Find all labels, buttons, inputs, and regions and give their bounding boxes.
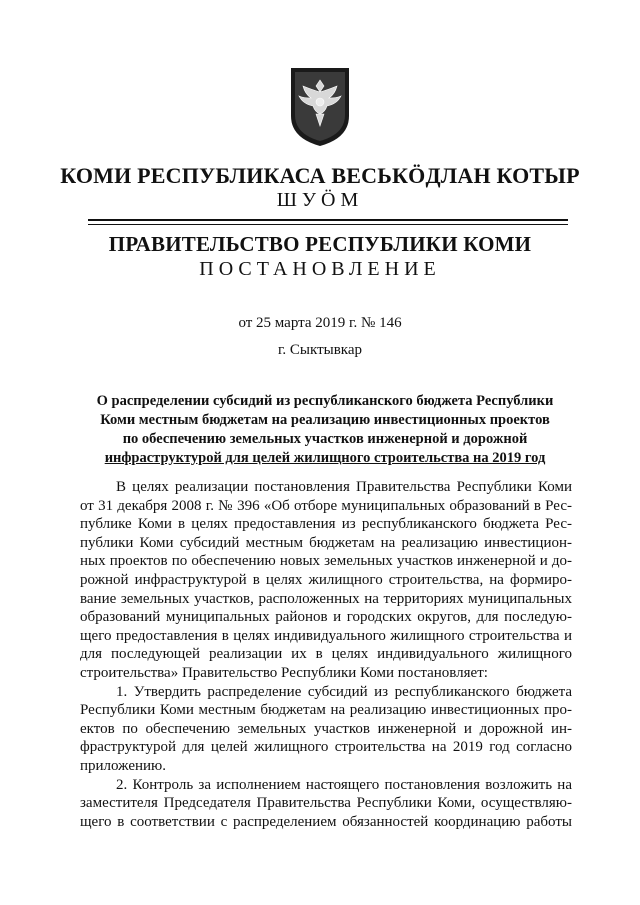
body-line: ных проектов по обеспечению новых земельных участков инженерной и до- (80, 553, 572, 570)
document-date-number: от 25 марта 2019 г. № 146 (238, 315, 402, 331)
body-line: Республики Коми местным бюджетам на реализацию инвестиционных про- (80, 702, 572, 719)
body-line: щего в соответствии с распределением обязанностей координацию работы (80, 813, 572, 830)
coat-of-arms-emblem (289, 66, 351, 148)
russian-government-title: ПРАВИТЕЛЬСТВО РЕСПУБЛИКИ КОМИ (108, 232, 532, 256)
header-divider-thick (88, 219, 568, 221)
body-line: щего предоставления в целях индивидуального жилищного строительства и (80, 627, 572, 644)
document-body (80, 478, 572, 831)
body-line: В целях реализации постановления Правительства Республики Коми (116, 479, 572, 495)
komi-government-title: КОМИ РЕСПУБЛИКАСА ВЕСЬКӦДЛАН КОТЫР (60, 163, 580, 188)
russian-document-type: ПОСТАНОВЛЕНИЕ (199, 258, 441, 280)
body-line: строительства» Правительство Республики Коми постановляет: (80, 664, 488, 681)
body-line: рожной инфраструктурой в целях жилищного строительства, на формиро- (80, 571, 572, 588)
body-line: 1. Утвердить распределение субсидий из республиканского бюджета (116, 683, 572, 700)
body-line: заместителя Председателя Правительства Республики Коми, осуществляю- (80, 795, 572, 812)
body-line: от 31 декабря 2008 г. № 396 «Об отборе муниципальных образований в Рес- (80, 497, 572, 514)
title-line: Коми местным бюджетам на реализацию инвестиционных проектов (100, 412, 550, 428)
body-line: приложению. (80, 757, 167, 774)
body-line: образований муниципальных районов и городских округов, для последую- (80, 609, 572, 626)
komi-document-type: ШУӦМ (276, 189, 364, 211)
title-line: О распределении субсидий из республиканского бюджета Республики (96, 393, 554, 409)
body-line: публики Коми субсидий местным бюджетам на реализацию инвестицион- (80, 534, 572, 551)
title-line: инфраструктурой для целей жилищного строительства на 2019 год (104, 450, 546, 466)
body-line: публике Коми в целях предоставления из республиканского бюджета Рес- (80, 516, 572, 533)
body-line: ектов по обеспечению земельных участков инженерной и дорожной ин- (80, 720, 572, 737)
body-line: вание земельных участков, расположенных на территориях муниципальных (80, 590, 572, 607)
document-title (70, 392, 580, 468)
body-line: для последующей реализации их в целях индивидуального жилищного (80, 646, 572, 663)
title-line: по обеспечению земельных участков инженерной и дорожной (122, 431, 528, 447)
body-line: фраструктурой для целей жилищного строительства на 2019 год согласно (80, 739, 572, 756)
header-divider-thin (88, 224, 568, 225)
document-city: г. Сыктывкар (277, 342, 363, 358)
body-line: 2. Контроль за исполнением настоящего постановления возложить на (116, 776, 572, 793)
